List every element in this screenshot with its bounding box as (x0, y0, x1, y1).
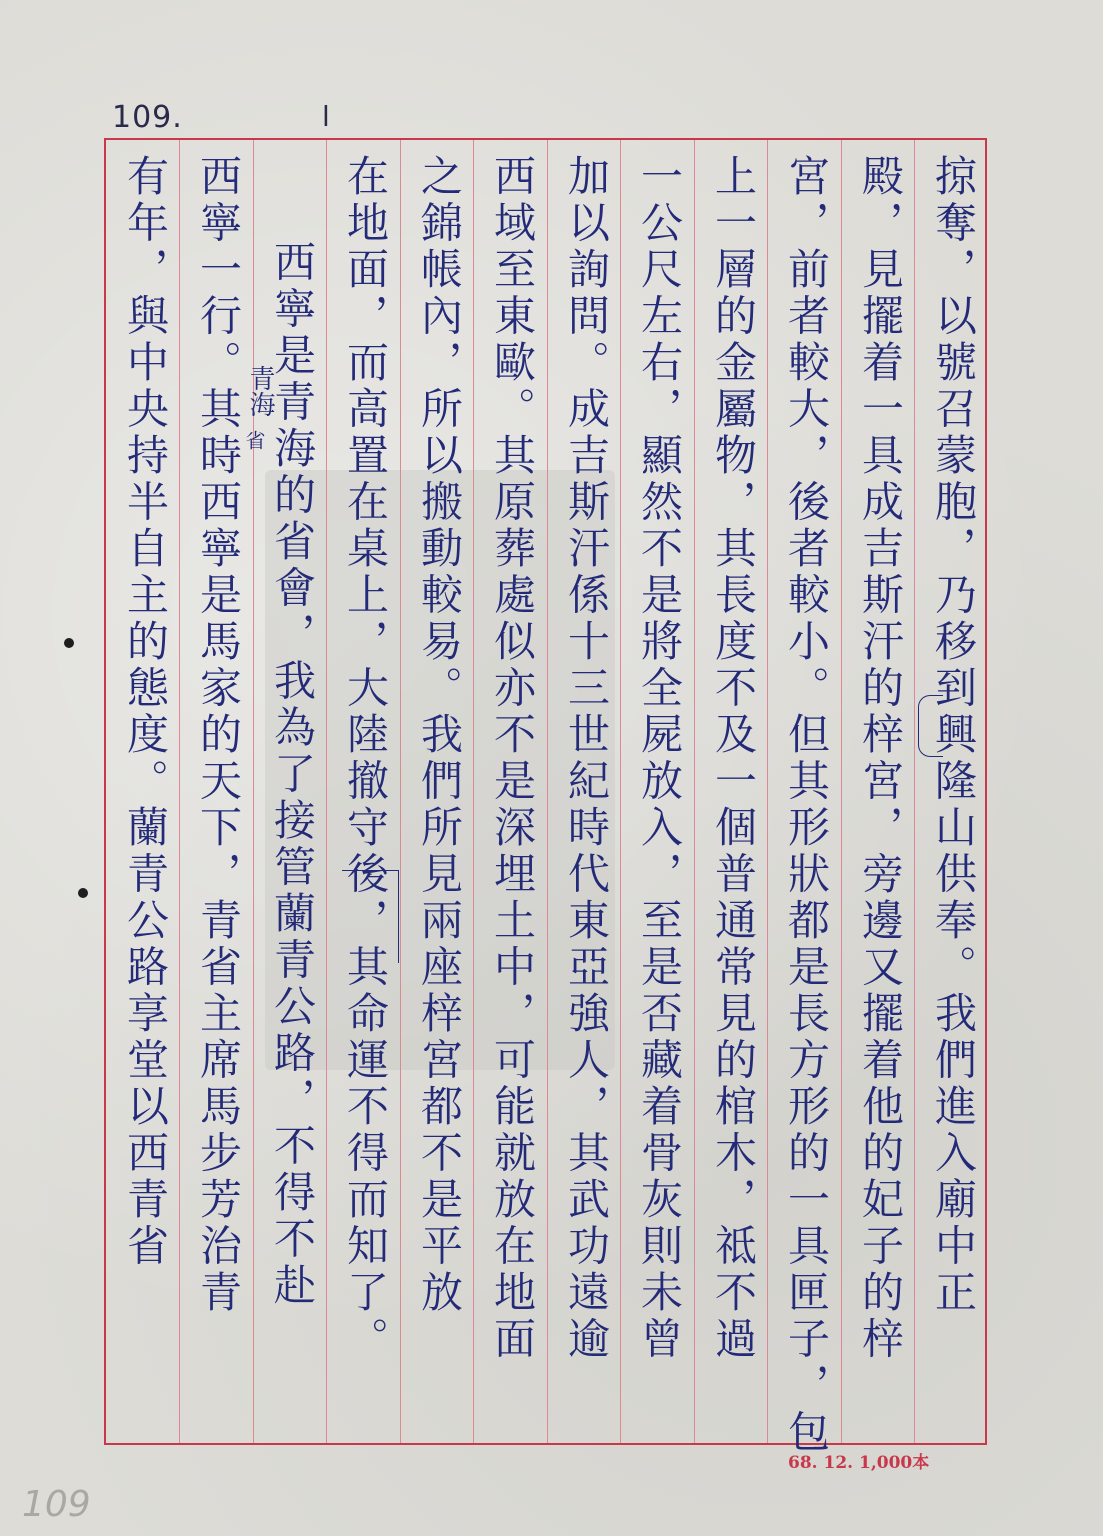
column-divider (400, 140, 401, 1443)
print-mark: 68. 12. 1,000本 (788, 1453, 930, 1473)
column-divider (694, 140, 695, 1443)
text-column: 之錦帳內，所以搬動較易。我們所見兩座梓宮都不是平放 (415, 154, 464, 1317)
edit-parenthesis (918, 695, 943, 757)
text-column: 掠奪，以號召蒙胞，乃移到興隆山供奉。我們進入廟中正 (929, 154, 978, 1317)
column-divider (473, 140, 474, 1443)
binding-hole (64, 638, 74, 648)
column-divider (547, 140, 548, 1443)
page-number: 109. (112, 100, 183, 135)
manuscript-grid (104, 138, 987, 1456)
text-column: 殿，見擺着一具成吉斯汗的梓宮，旁邊又擺着他的妃子的梓 (856, 154, 905, 1363)
corner-mark: l (322, 100, 330, 133)
text-column: 在地面，而高置在桌上，大陸撤守後，其命運不得而知了。 (341, 154, 390, 1363)
edit-bracket (342, 870, 399, 963)
text-column: 西寧是青海的省會，我為了接管蘭青公路，不得不赴 (268, 240, 317, 1310)
text-column: 西域至東歐。其原葬處似亦不是深埋土中，可能就放在地面 (488, 154, 537, 1363)
column-divider (326, 140, 327, 1443)
text-column: 上一層的金屬物，其長度不及一個普通常見的棺木，祗不過 (709, 154, 758, 1363)
margin-note: 省 (242, 430, 266, 450)
binding-hole (78, 888, 88, 898)
column-divider (914, 140, 915, 1443)
column-divider (767, 140, 768, 1443)
archive-number: 109 (22, 1484, 91, 1525)
text-column: 有年，與中央持半自主的態度。蘭青公路享堂以西青省 (121, 154, 170, 1270)
text-column: 加以詢問。成吉斯汗係十三世紀時代東亞強人，其武功遠逾 (562, 154, 611, 1363)
text-column: 宮，前者較大，後者較小。但其形狀都是長方形的一具匣子，包 (782, 154, 831, 1456)
text-column: 西寧一行。其時西寧是馬家的天下，青省主席馬步芳治青 (194, 154, 243, 1317)
column-divider (841, 140, 842, 1443)
margin-insertion: 青海 (245, 365, 275, 417)
column-divider (253, 140, 254, 1443)
column-divider (620, 140, 621, 1443)
column-divider (179, 140, 180, 1443)
text-column: 一公尺左右，顯然不是將全屍放入，至是否藏着骨灰則未曾 (635, 154, 684, 1363)
